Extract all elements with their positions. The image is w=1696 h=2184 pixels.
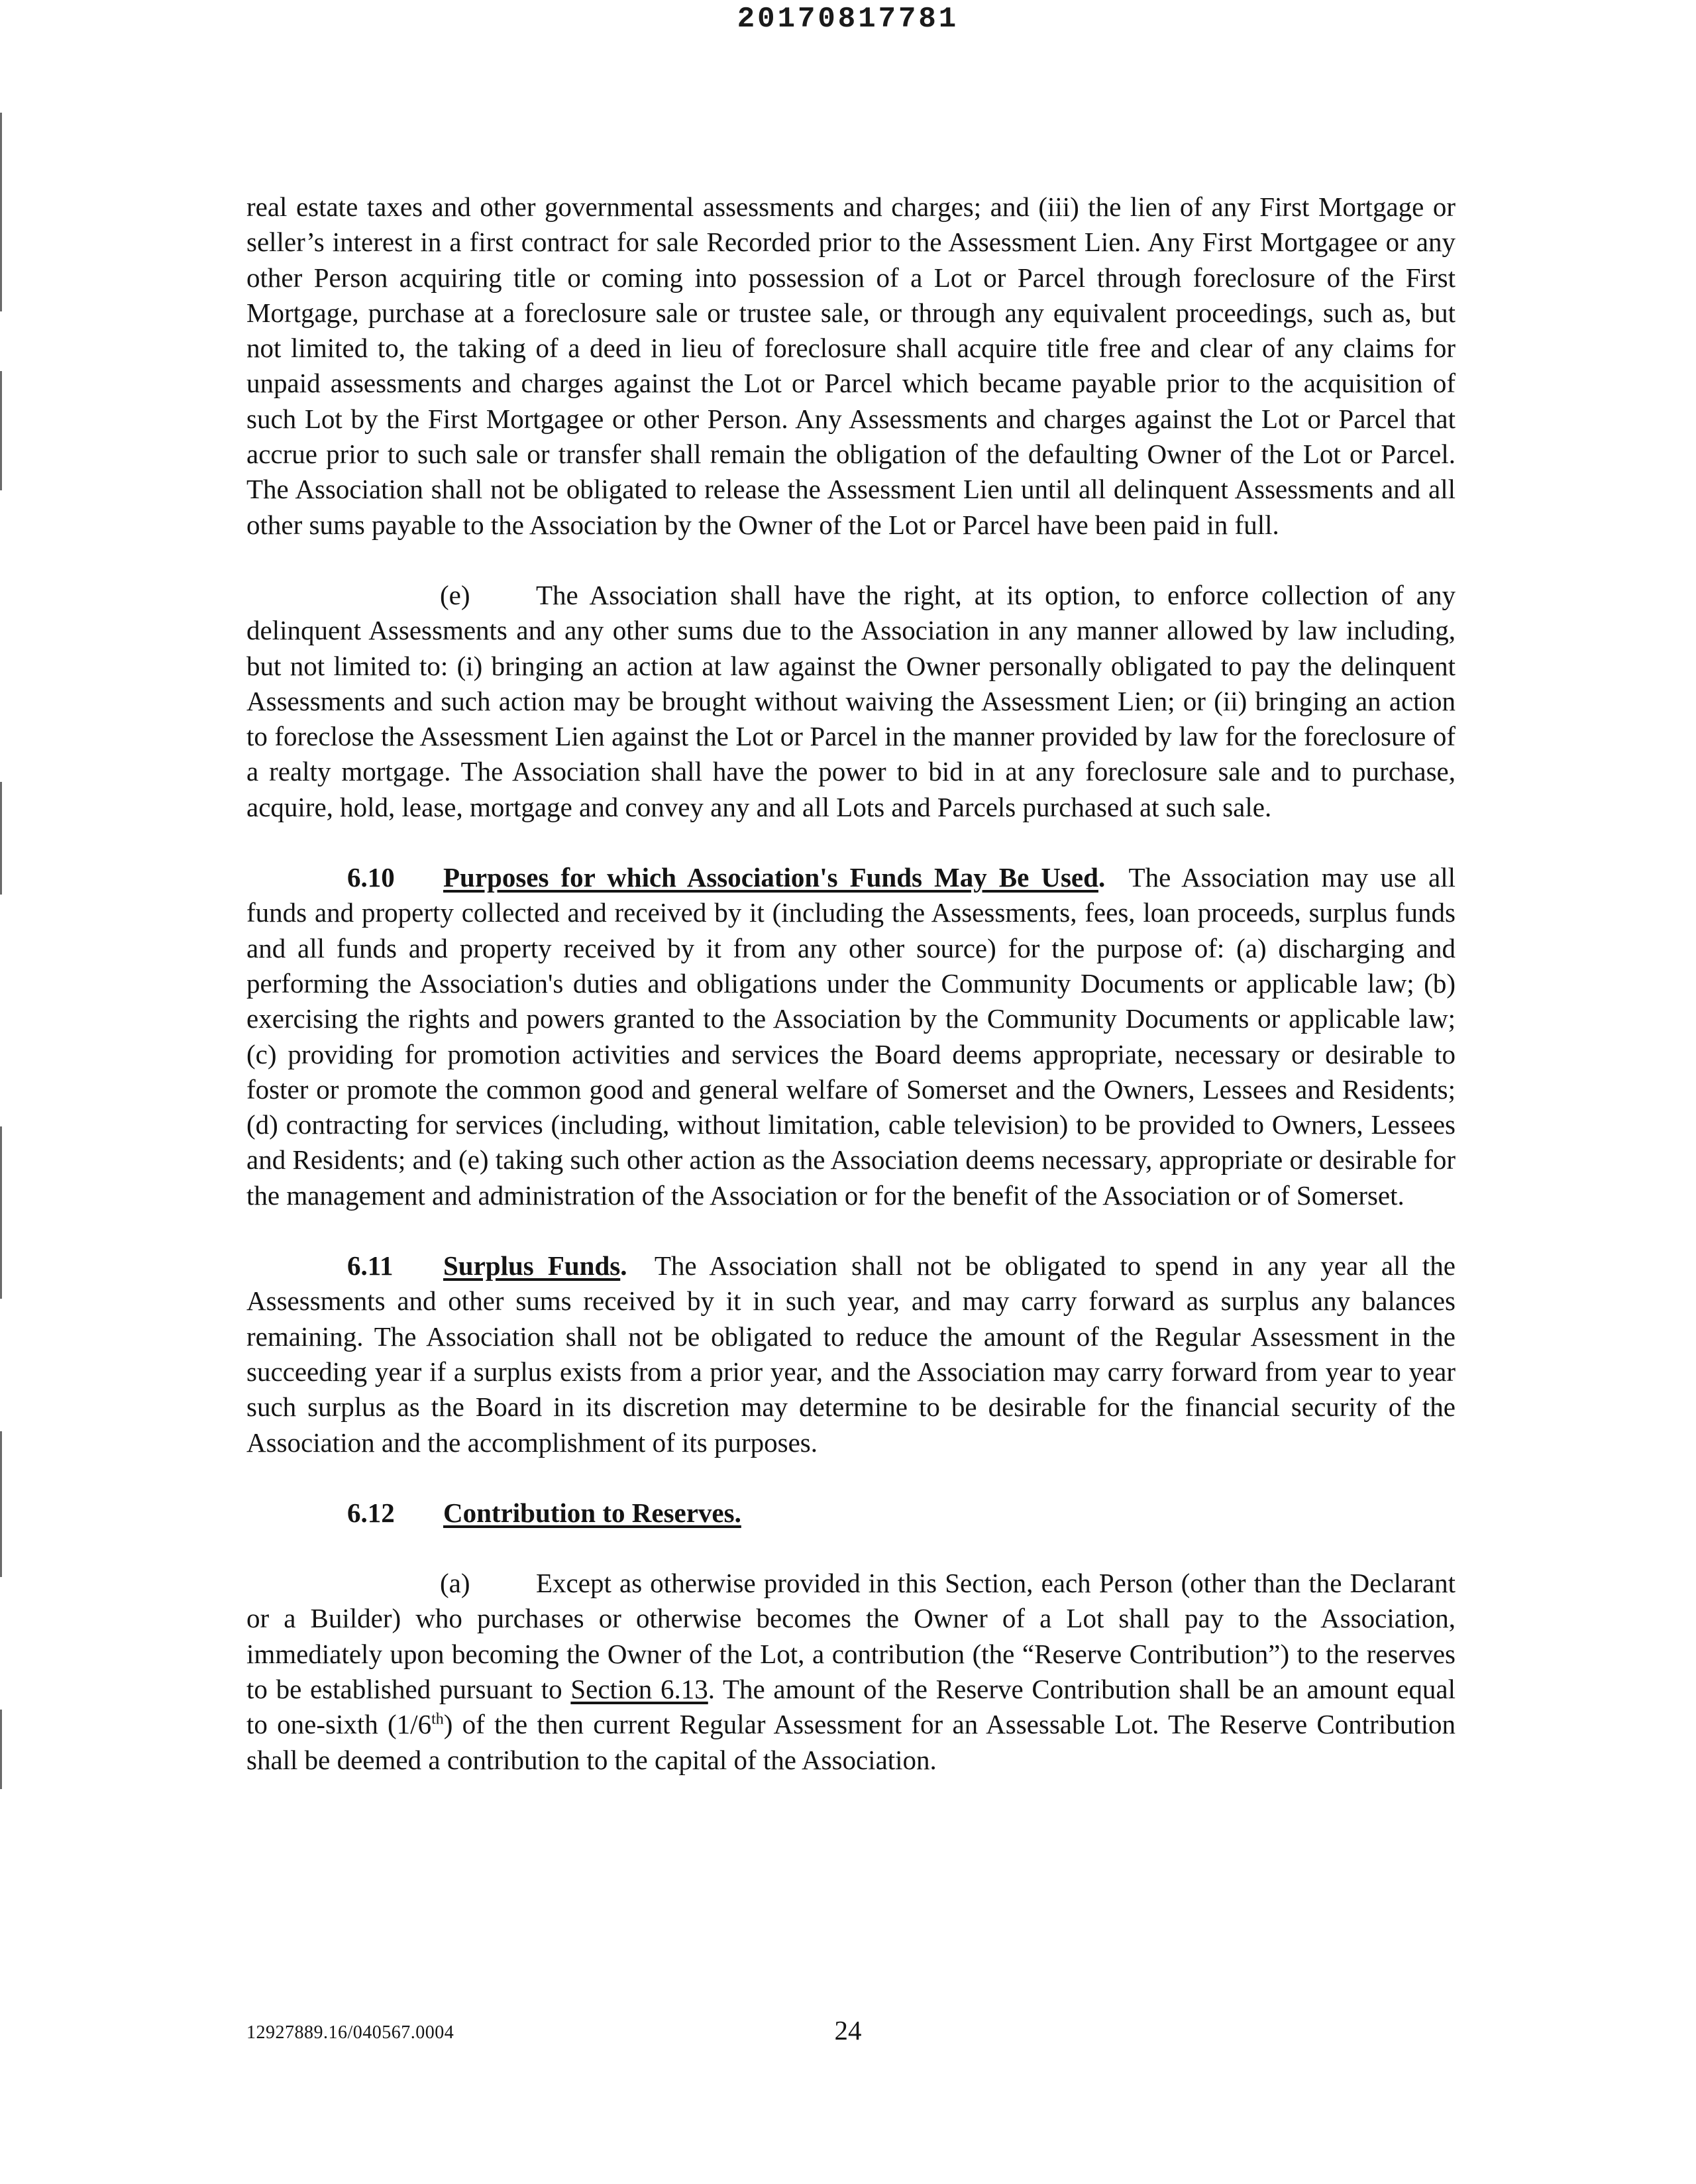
section-6-12-subsection-a (246, 1566, 1456, 1778)
recording-number: 20170817781 (737, 3, 959, 36)
subsection-a-text-2: . The amount of the Reserve Contribution shall be an amount equal to one-sixth (1/6 (246, 1673, 1456, 1740)
subsection-a-label: (a) (440, 1568, 470, 1599)
document-body (246, 190, 1456, 1778)
subsection-a-text-3: ) of the then current Regular Assessment for an Assessable Lot. The Reserve Contribution shall be deemed a contribution to the capital of the Association. (246, 1709, 1456, 1775)
continuation-paragraph: real estate taxes and other governmental assessments and charges; and (iii) the lien of any First Mortgage or seller’s interest in a first contract for sale Recorded prior to the Assessment Lien. Any First Mortgagee or any other Person acquiring title or coming into possession of a Lot or Parcel through foreclosure of the First Mortgage, purchase at a foreclosure sale or trustee sale, or through any equivalent proceedings, such as, but not limited to, the taking of a deed in lieu of foreclosure shall acquire title free and clear of any claims for unpaid assessments and charges against the Lot or Parcel which became payable prior to the acquisition of such Lot by the First Mortgagee or other Person. Any Assessments and charges against the Lot or Parcel that accrue prior to such sale or transfer shall remain the obligation of the defaulting Owner of the Lot or Parcel. The Association shall not be obligated to release the Assessment Lien until all delinquent Assessments and all other sums payable to the Association by the Owner of the Lot or Parcel have been paid in full. (246, 191, 1456, 540)
section-6-10: 6.10 Purposes for which Association's Funds May Be Used. The Association may use all funds and property collected and received by it (including the Assessments, fees, loan proceeds, surplus funds and all funds and property received by it from any other source) for the purpose of: (a) discharging and performing the Association's duties and obligations under the Community Documents or applicable law; (b) exercising the rights and powers granted to the Association by the Community Documents or applicable law; (c) providing for promotion activities and services the Board deems appropriate, necessary or desirable to foster or promote the common good and general welfare of Somerset and the Owners, Lessees and Residents; (d) contracting for services (including, without limitation, cable television) to be provided to Owners, Lessees and Residents; and (e) taking such other action as the Association deems necessary, appropriate or desirable for the management and administration of the Association or for the benefit of the Association or of Somerset. (246, 860, 1456, 1213)
subsection-e (246, 578, 1456, 825)
section-6-11-heading: Surplus Funds (443, 1250, 621, 1282)
section-6-13-reference: Section 6.13 (570, 1673, 708, 1704)
section-6-11: 6.11 Surplus Funds. The Association shall not be obligated to spend in any year all the Assessments and other sums received by it in such year, and may carry forward as surplus any balances remaining. The Association shall not be obligated to reduce the amount of the Regular Assessment in the succeeding year if a surplus exists from a prior year, and the Association may carry forward from year to year such surplus as the Board in its discretion may determine to be desirable for the financial security of the Association and the accomplishment of its purposes. (246, 1248, 1456, 1460)
subsection-e-label: (e) (440, 579, 470, 610)
section-6-10-text: The Association may use all funds and property collected and received by it (including the Assessments, fees, loan proceeds, surplus funds and all funds and property received by it from any other source) for the purpose of: (a) discharging and performing the Association's duties and obligations under the Community Documents or applicable law; (b) exercising the rights and powers granted to the Association by the Community Documents or applicable law; (c) providing for promotion activities and services the Board deems appropriate, necessary or desirable to foster or promote the common good and general welfare of Somerset and the Owners, Lessees and Residents; (d) contracting for services (including, without limitation, cable television) to be provided to Owners, Lessees and Residents; and (e) taking such other action as the Association deems necessary, appropriate or desirable for the management and administration of the Association or for the benefit of the Association or of Somerset. (246, 862, 1456, 1211)
footer-document-id: 12927889.16/040567.0004 (246, 2022, 454, 2043)
ordinal-superscript: th (431, 1710, 444, 1728)
subsection-a-text-1: Except as otherwise provided in this Section, each Person (other than the Declarant or a Builder) who purchases or otherwise becomes the Owner of a Lot shall pay to the Association, immediately upon becoming the Owner of the Lot, a contribution (the “Reserve Contribution”) to the reserves to be established pursuant to (246, 1568, 1456, 1704)
section-6-10-number: 6.10 (347, 862, 395, 893)
scan-edge-marks (0, 0, 4, 2184)
section-6-12-heading: Contribution to Reserves. (443, 1497, 741, 1528)
section-6-10-heading: Purposes for which Association's Funds May Be Used (443, 862, 1098, 893)
section-6-11-text: The Association shall not be obligated to spend in any year all the Assessments and other sums received by it in such year, and may carry forward as surplus any balances remaining. The Association shall not be obligated to reduce the amount of the Regular Assessment in the succeeding year if a surplus exists from a prior year, and the Association may carry forward from year to year such surplus as the Board in its discretion may determine to be desirable for the financial security of the Association and the accomplishment of its purposes. (246, 1250, 1456, 1458)
section-6-11-number: 6.11 (347, 1250, 394, 1282)
section-6-12-number: 6.12 (347, 1497, 395, 1528)
section-6-12 (246, 1496, 1456, 1531)
subsection-e-text: The Association shall have the right, at its option, to enforce collection of any delinquent Assessments and any other sums due to the Association in any manner allowed by law including, but not limited to: (i) bringing an action at law against the Owner personally obligated to pay the delinquent Assessments and such action may be brought without waiving the Assessment Lien; or (ii) bringing an action to foreclose the Assessment Lien against the Lot or Parcel in the manner provided by law for the foreclosure of a realty mortgage. The Association shall have the power to bid in at any foreclosure sale and to purchase, acquire, hold, lease, mortgage and convey any and all Lots and Parcels purchased at such sale. (246, 579, 1456, 822)
footer-page-number: 24 (834, 2015, 862, 2046)
